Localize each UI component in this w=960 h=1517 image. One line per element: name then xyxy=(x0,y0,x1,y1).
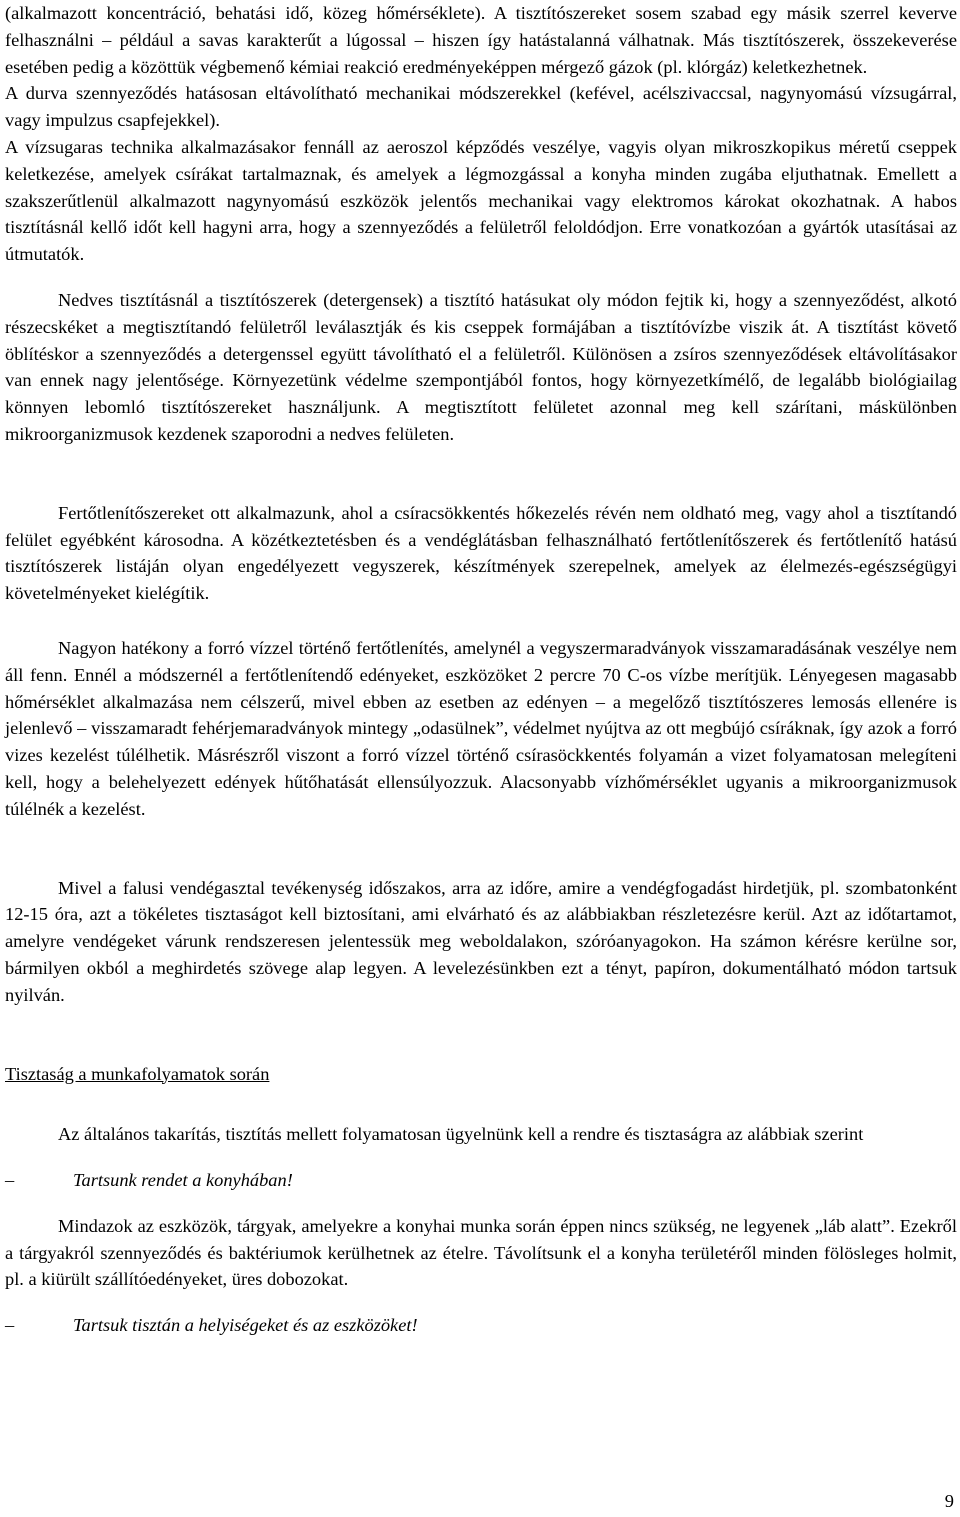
bullet-text: Tartsunk rendet a konyhában! xyxy=(73,1170,293,1191)
section-heading: Tisztaság a munkafolyamatok során xyxy=(5,1063,270,1084)
bullet-text: Tartsuk tisztán a helyiségeket és az eszközöket! xyxy=(73,1315,418,1336)
paragraph-wet-cleaning: Nedves tisztításnál a tisztítószerek (detergensek) a tisztító hatásukat oly módon fejtik ki, hogy a szennyeződést, alkotó részecskéket a megtisztítandó felületről leválasztják és kis cseppek formájában a tisztítóvízbe viszik át. A tisztítást követő öblítéskor a szennyeződés a detergenssel együtt távolítható el a felületről. Különösen a zsíros szennyeződések eltávolításakor van ennek nagy jelentősége. Környezetünk védelme szempontjából fontos, hogy környezetkímélő, de legalább biológiailag könnyen lebomló tisztítószereket használjunk. A megtisztított felületet azonnal meg kell szárítani, máskülönben mikroorganizmusok kezdenek szaporodni a nedves felületen. xyxy=(5,289,957,444)
bullet-dash: – xyxy=(5,1315,15,1336)
paragraph-disinfectants: Fertőtlenítőszereket ott alkalmazunk, ahol a csíracsökkentés hőkezelés révén nem oldható meg, vagy ahol a tisztítandó felület egyébként károsodna. A közétkeztetésben és a vendéglátásban felhasználható fertőtlenítőszerek és fertőtlenítő hatású tisztítószerek listáján olyan engedélyezett vegyszerek, készítmények szerepelnek, amelyek az élelmezés-egészségügyi követelményeket kielégítik. xyxy=(5,502,957,604)
paragraph-tools: Mindazok az eszközök, tárgyak, amelyekre a konyhai munka során éppen nincs szükség, ne legyenek „láb alatt”. Ezekről a tárgyakról szennyeződés és baktériumok kerülhetnek az ételre. Távolítsunk el a konyha területéről minden fölösleges holmit, pl. a kiürült szállítóedényeket, üres dobozokat. xyxy=(5,1215,957,1290)
paragraph-mechanical-methods: A durva szennyeződés hatásosan eltávolítható mechanikai módszerekkel (kefével, acélszivaccsal, nagynyomású vízsugárral, vagy impulzus csapfejekkel). xyxy=(5,83,957,131)
paragraph-hot-water: Nagyon hatékony a forró vízzel történő fertőtlenítés, amelynél a vegyszermaradványok visszamaradásának veszélye nem áll fenn. Ennél a módszernél a fertőtlenítendő edényeket, eszközöket 2 percre 70 C-os vízbe merítjük. Lényegesen magasabb hőmérséklet alkalmazása nem célszerű, mivel ebben az esetben az edényen – a megelőző tisztítószeres lemosás ellenére is jelenlevő – visszamaradt fehérjemaradványok mintegy „odasülnek”, védelmet nyújtva az ott megbújó csíráknak, így azok a forró vizes kezelést túlélhetik. Másrészről viszont a forró vízzel történő csírasöckkentés folyamán a vizet folyamatosan melegíteni kell, hogy a belehelyezett edények hűtőhatását ellensúlyozzuk. Alacsonyabb vízhőmérséklet ugyanis a mikroorganizmusok túlélnék a kezelést. xyxy=(5,637,957,819)
paragraph-general-cleaning: Az általános takarítás, tisztítás mellett folyamatosan ügyelnünk kell a rendre és tisztaságra az alábbiak szerint xyxy=(58,1124,864,1145)
bullet-dash: – xyxy=(5,1170,15,1191)
page-number: 9 xyxy=(944,1491,954,1511)
paragraph-cleaning-agents: (alkalmazott koncentráció, behatási idő, közeg hőmérséklete). A tisztítószereket sosem szabad egy másik szerrel keverve felhasználni – például a savas karakterűt a lúgossal – hiszen így hatástalanná válhatnak. Más tisztítószerek, összekeverése esetében pedig a közöttük végbemenő kémiai reakció eredményeképpen mérgező gázok (pl. klórgáz) keletkezhetnek. xyxy=(5,3,957,77)
bullet-item-clean-rooms xyxy=(5,1312,957,1339)
document-page xyxy=(5,0,957,1339)
bullet-item-order xyxy=(5,1167,957,1194)
paragraph-water-jet: A vízsugaras technika alkalmazásakor fennáll az aeroszol képződés veszélye, vagyis olyan mikroszkopikus méretű cseppek keletkezése, amelyek csírákat tartalmaznak, és amelyek a légmozgással a konyha minden zugába eljuthatnak. Emellett a szakszerűtlenül alkalmazott nagynyomású eszközök jelentős mechanikai vagy elektromos károkat okozhatnak. A habos tisztításnál kellő időt kell hagyni arra, hogy a szennyeződés a felületről feloldódjon. Erre vonatkozóan a gyártók utasításai az útmutatók. xyxy=(5,136,957,265)
paragraph-guest-table: Mivel a falusi vendégasztal tevékenység időszakos, arra az időre, amire a vendégfogadást hirdetjük, pl. szombatonként 12-15 óra, azt a tökéletes tisztaságot kell biztosítani, ami elvárható és az alábbiakban részletezésre kerül. Azt az időtartamot, amelyre vendégeket várunk rendszeresen jelentessük meg weboldalakon, szóróanyagokon. Ha számon kérésre kerülne sor, bármilyen okból a meghirdetés szövege alap legyen. A levelezésünkben ezt a tényt, papíron, dokumentálható módon tartsuk nyilván. xyxy=(5,877,957,1005)
